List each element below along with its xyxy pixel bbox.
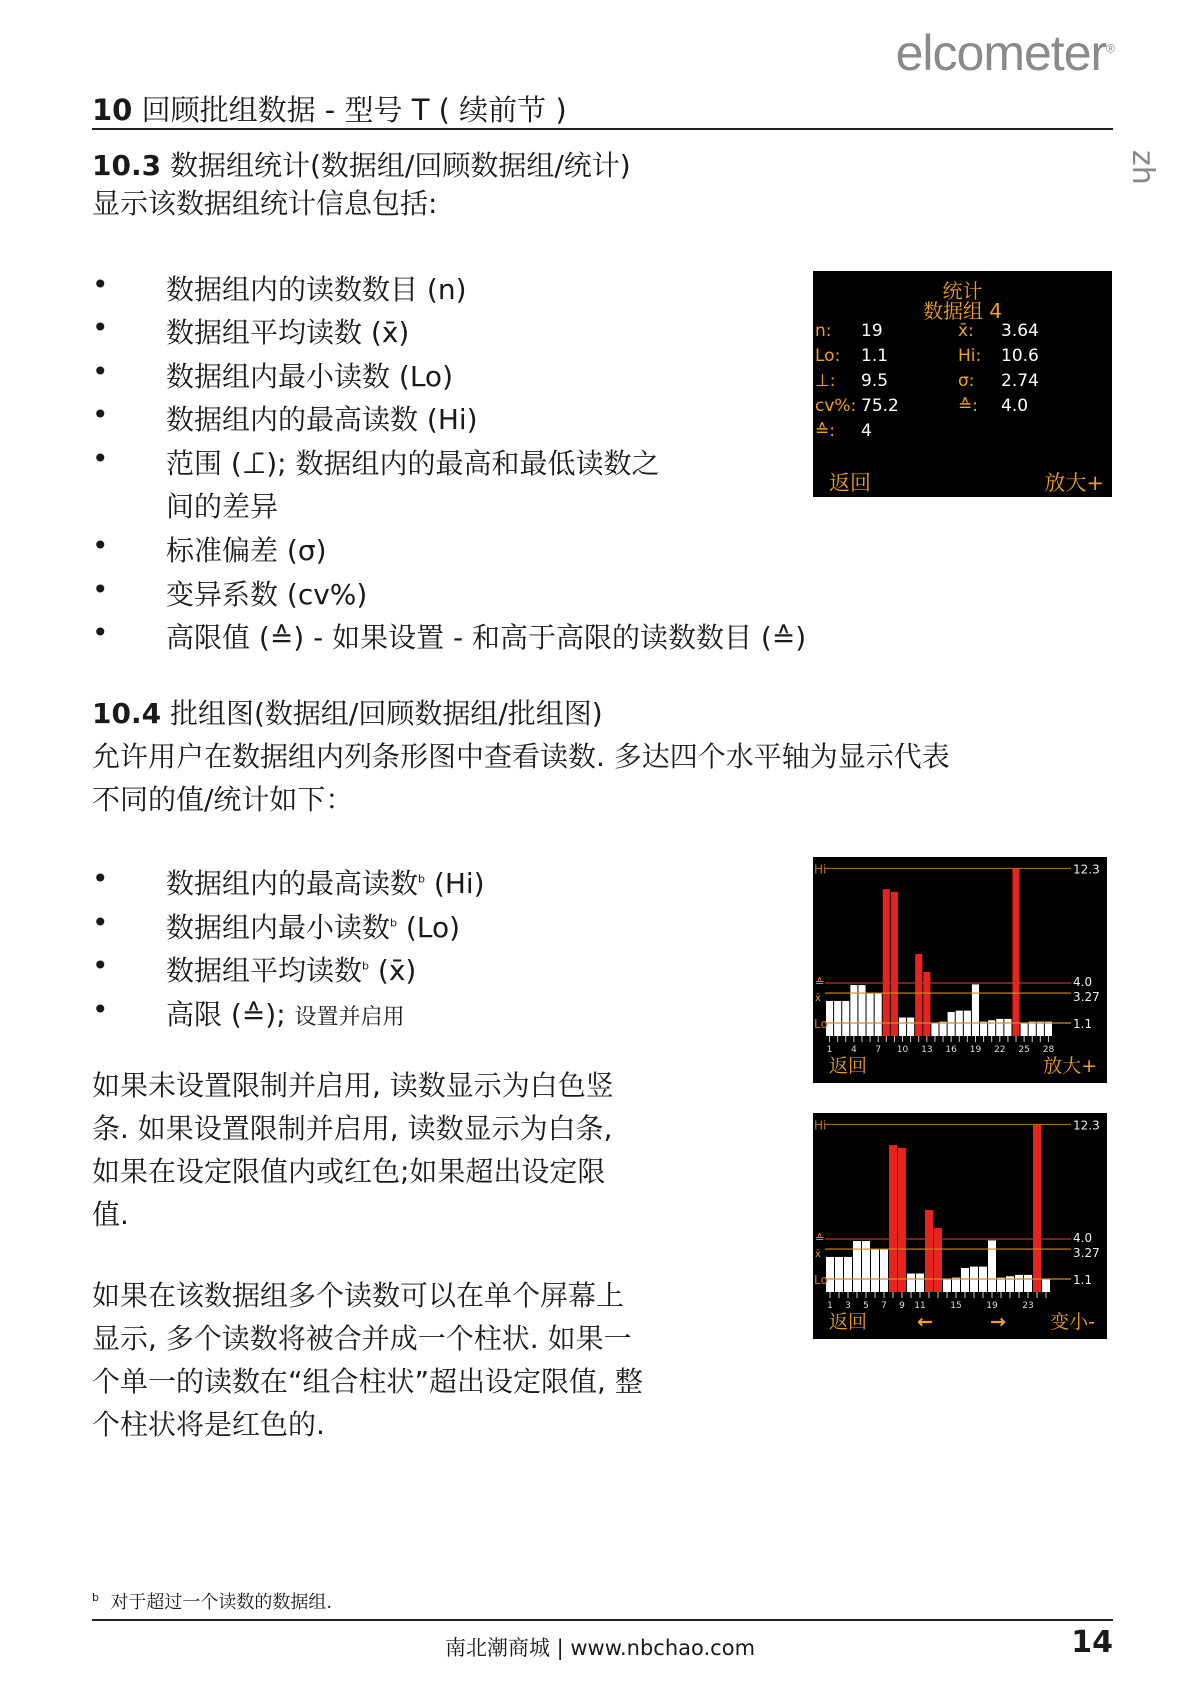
bullet-dot: •: [92, 993, 109, 1026]
bar: [1024, 1275, 1032, 1292]
stats-screen: [813, 271, 1112, 497]
page-number: 14: [1071, 1625, 1113, 1660]
stat-value: 4: [861, 421, 872, 441]
tick-label: 28: [1042, 1045, 1055, 1055]
stat-label: σ:: [958, 371, 975, 391]
line: 允许用户在数据组内列条形图中查看读数. 多达四个水平轴为显示代表: [92, 740, 950, 773]
section-heading: 10 回顾批组数据 - 型号 T ( 续前节 ): [92, 93, 567, 127]
bullet-dot: •: [92, 529, 109, 562]
bullet-text: 高限值 (≙) - 如果设置 - 和高于高限的读数数目 (≙): [166, 621, 807, 654]
line: 值.: [92, 1198, 129, 1231]
bar: [934, 1228, 942, 1292]
bullet-text: 数据组平均读数 (x̄): [166, 316, 410, 349]
chart-button[interactable]: →: [990, 1311, 1006, 1333]
tick-label: 9: [899, 1301, 905, 1311]
lo-value: 1.1: [1073, 1273, 1093, 1288]
bar: [940, 1022, 947, 1036]
stat-value: 9.5: [861, 371, 889, 391]
hi-value: 12.3: [1073, 862, 1100, 877]
tick-label: 11: [914, 1301, 926, 1311]
para-10-4: [92, 735, 950, 821]
intro-10-3: 显示该数据组统计信息包括:: [92, 187, 438, 220]
bar: [1042, 1279, 1050, 1292]
stat-value: 2.74: [1001, 371, 1039, 391]
bar: [907, 1274, 915, 1293]
stat-value: 75.2: [861, 396, 899, 416]
limit-value: 4.0: [1073, 1231, 1093, 1245]
stat-label: n:: [815, 321, 832, 341]
bullet-dot: •: [92, 355, 109, 388]
bar: [1029, 1022, 1036, 1036]
bar: [834, 1001, 841, 1036]
lo-label: Lo: [814, 1273, 828, 1288]
bar: [835, 1257, 843, 1292]
footer-link[interactable]: 南北潮商城 | www.nbchao.com: [444, 1636, 756, 1660]
stat-value: 3.64: [1001, 321, 1039, 341]
bullet-dot: •: [92, 573, 109, 606]
mean-icon: x̄: [815, 993, 821, 1005]
bar: [923, 972, 930, 1036]
bullet-dot: •: [92, 906, 109, 939]
mean-icon: x̄: [815, 1249, 821, 1261]
bullet-dot: •: [92, 442, 109, 475]
bar: [1033, 1124, 1041, 1292]
stat-label: ≙:: [958, 396, 978, 416]
stat-label: ≙:: [815, 421, 835, 441]
tick-label: 22: [994, 1045, 1006, 1055]
limit-value: 4.0: [1073, 975, 1093, 989]
bar: [961, 1268, 969, 1292]
hi-label: Hi: [814, 1118, 827, 1133]
bar: [996, 1019, 1003, 1036]
heading-10-3: 10.3 数据组统计(数据组/回顾数据组/统计): [92, 149, 631, 182]
tick-label: 1: [826, 1045, 833, 1055]
bar: [952, 1278, 960, 1292]
bullet-dot: •: [92, 949, 109, 982]
back-button[interactable]: 返回: [829, 471, 871, 495]
tick-label: 19: [969, 1045, 982, 1055]
chart-button[interactable]: 放大+: [1043, 1055, 1097, 1077]
bar: [844, 1257, 852, 1292]
footnote: $^b$ 对于超过一个读数的数据组.: [92, 1591, 333, 1613]
bar: [988, 1240, 996, 1292]
heading-10-4: 10.4 批组图(数据组/回顾数据组/批组图): [92, 697, 603, 730]
bullet-dot: •: [92, 616, 109, 649]
chart-button[interactable]: 返回: [829, 1311, 868, 1333]
limit-icon: ≙: [815, 1232, 825, 1245]
bar: [899, 1018, 906, 1037]
bullet-text: 高限 (≙); 设置并启用: [166, 998, 405, 1031]
stat-label: ⊥:: [815, 371, 836, 391]
bar: [1037, 1022, 1044, 1036]
line: 不同的值/统计如下：: [92, 783, 354, 816]
bullet-text: 标准偏差 (σ): [166, 534, 327, 567]
lo-label: Lo: [814, 1017, 828, 1032]
language-tab: zh: [1125, 150, 1160, 185]
bullet-dot: •: [92, 268, 109, 301]
bullet-text: 变异系数 (cv%): [166, 578, 368, 611]
bullet-text: 数据组内最小读数$^b$ (Lo): [166, 911, 460, 944]
bullet-text: 数据组内最小读数 (Lo): [166, 360, 453, 393]
tick-label: 13: [921, 1045, 933, 1055]
bullet-dot: •: [92, 311, 109, 344]
batch-chart-zoomed-out: [813, 857, 1107, 1083]
tick-label: 5: [863, 1301, 869, 1311]
bar: [931, 1023, 938, 1036]
line: 条. 如果设置限制并启用, 读数显示为白条,: [92, 1112, 613, 1145]
bar: [948, 1012, 955, 1036]
stats-title: 统计: [942, 279, 983, 303]
bar: [871, 1249, 879, 1292]
line: 如果未设置限制并启用, 读数显示为白色竖: [92, 1069, 614, 1102]
footer-rule: [92, 1619, 1113, 1621]
bullet-text: 数据组内的最高读数$^b$ (Hi): [166, 867, 485, 900]
bar: [891, 892, 898, 1036]
tick-label: 3: [845, 1301, 851, 1311]
bullet-text: 数据组平均读数$^b$ (x̄): [166, 954, 417, 987]
bar: [867, 993, 874, 1036]
bar: [1021, 1023, 1028, 1036]
tick-label: 15: [950, 1301, 962, 1311]
bar: [898, 1148, 906, 1292]
bullet-text: 范围 (⊥̄); 数据组内的最高和最低读数之: [166, 447, 660, 480]
chart-button[interactable]: ←: [917, 1311, 933, 1333]
stat-value: 1.1: [861, 346, 889, 366]
bar: [875, 993, 882, 1036]
tick-label: 25: [1018, 1045, 1030, 1055]
stat-label: cv%:: [815, 396, 857, 416]
tick-label: 16: [945, 1045, 957, 1055]
limit-icon: ≙: [815, 976, 825, 989]
para-colour: [92, 1064, 614, 1236]
line: 如果在该数据组多个读数可以在单个屏幕上: [92, 1279, 625, 1312]
stat-label: x̄:: [958, 321, 974, 341]
hi-label: Hi: [814, 862, 827, 877]
line: 如果在设定限值内或红色;如果超出设定限: [92, 1155, 606, 1188]
bar: [997, 1278, 1005, 1292]
para-combine: [92, 1274, 643, 1446]
batch-chart-zoomed-in: [813, 1113, 1107, 1339]
line: 个单一的读数在“组合柱状”超出设定限值, 整: [92, 1365, 643, 1398]
stat-value: 19: [861, 321, 883, 341]
bullet-text: 数据组内的读数数目 (n): [166, 273, 467, 306]
mean-value: 3.27: [1073, 1246, 1100, 1261]
bar: [915, 954, 922, 1036]
stat-label: Hi:: [958, 346, 982, 366]
tick-label: 19: [986, 1301, 998, 1311]
hi-value: 12.3: [1073, 1118, 1100, 1133]
line: 显示, 多个读数将被合并成一个柱状. 如果一: [92, 1322, 632, 1355]
stat-value: 10.6: [1001, 346, 1039, 366]
bar: [842, 1001, 849, 1036]
line: 个柱状将是红色的.: [92, 1408, 325, 1441]
bar: [1015, 1275, 1023, 1292]
zoom-in-button[interactable]: 放大+: [1044, 471, 1104, 495]
bar: [1004, 1019, 1011, 1036]
tick-label: 7: [881, 1301, 887, 1311]
heading-rule: [92, 128, 1113, 130]
tick-label: 10: [896, 1045, 909, 1055]
bullet-text: 数据组内的最高读数 (Hi): [166, 403, 478, 436]
bar: [972, 984, 979, 1036]
stat-label: Lo:: [815, 346, 841, 366]
bullet-dot: •: [92, 862, 109, 895]
bullet-dot: •: [92, 398, 109, 431]
elcometer-logo: elcometer®: [895, 25, 1114, 81]
mean-value: 3.27: [1073, 990, 1100, 1005]
bullet-text: 间的差异: [166, 490, 279, 523]
tick-label: 7: [875, 1045, 882, 1055]
chart-button[interactable]: 变小-: [1050, 1311, 1095, 1333]
bar: [916, 1274, 924, 1293]
tick-label: 4: [851, 1045, 857, 1055]
tick-label: 1: [827, 1301, 833, 1311]
stat-value: 4.0: [1001, 396, 1029, 416]
lo-value: 1.1: [1073, 1017, 1093, 1032]
bar: [889, 1145, 897, 1292]
bar: [1045, 1022, 1052, 1036]
bar: [883, 889, 890, 1036]
bar: [1012, 868, 1019, 1036]
stats-subtitle: 数据组 4: [922, 299, 1003, 323]
bar: [943, 1279, 951, 1292]
bar: [907, 1018, 914, 1037]
bar: [980, 1022, 987, 1036]
bar: [925, 1210, 933, 1292]
chart-button[interactable]: 返回: [829, 1055, 868, 1077]
bar: [880, 1249, 888, 1292]
tick-label: 23: [1022, 1301, 1034, 1311]
